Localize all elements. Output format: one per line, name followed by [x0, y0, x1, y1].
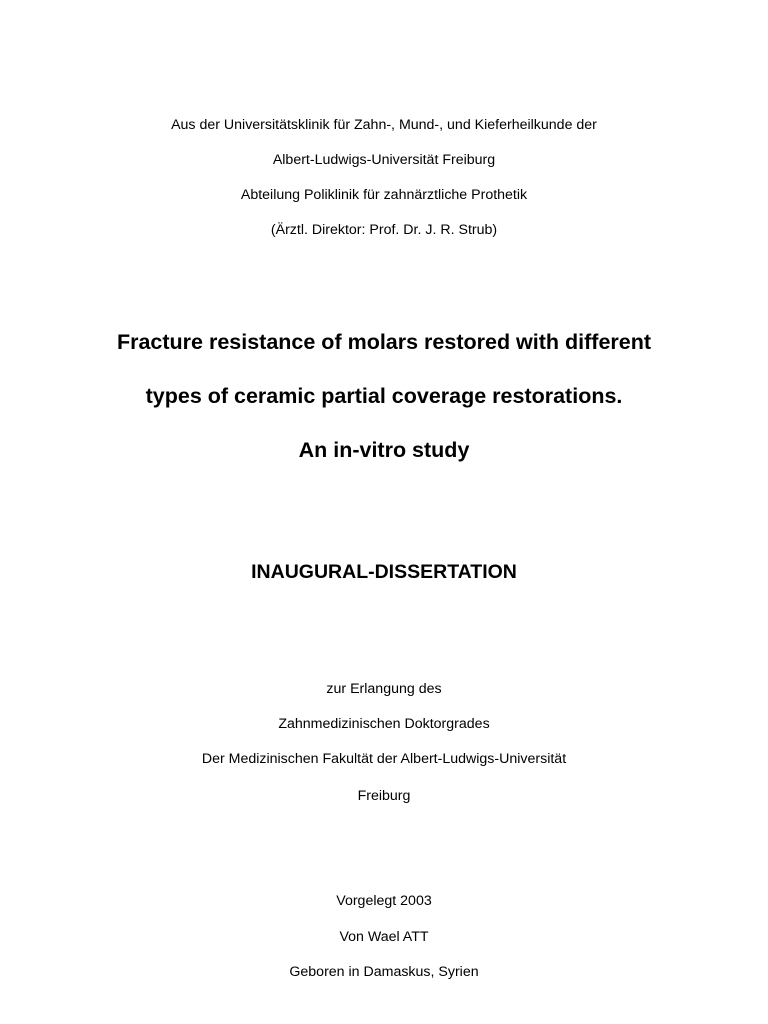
purpose-line-1: zur Erlangung des	[326, 681, 442, 697]
submission-author: Von Wael ATT	[339, 929, 429, 945]
submission-birthplace: Geboren in Damaskus, Syrien	[289, 964, 479, 980]
submission-year: Vorgelegt 2003	[336, 893, 432, 909]
purpose-line-faculty: Der Medizinischen Fakultät der Albert-Ludwigs-Universität	[201, 751, 567, 767]
document-type-heading: INAUGURAL-DISSERTATION	[251, 561, 517, 583]
purpose-line-city: Freiburg	[357, 788, 411, 804]
header-line-university: Albert-Ludwigs-Universität Freiburg	[272, 152, 496, 168]
header-line-department: Abteilung Poliklinik für zahnärztliche Prothetik	[240, 187, 528, 203]
dissertation-title-line-3: An in-vitro study	[298, 438, 470, 462]
header-line-institution: Aus der Universitätsklinik für Zahn-, Mund-, und Kieferheilkunde der	[171, 117, 597, 133]
dissertation-title-line-1: Fracture resistance of molars restored with different	[116, 330, 652, 354]
purpose-line-degree: Zahnmedizinischen Doktorgrades	[278, 716, 490, 732]
header-line-director: (Ärztl. Direktor: Prof. Dr. J. R. Strub)	[270, 222, 498, 238]
dissertation-title-line-2: types of ceramic partial coverage restorations.	[145, 384, 623, 408]
